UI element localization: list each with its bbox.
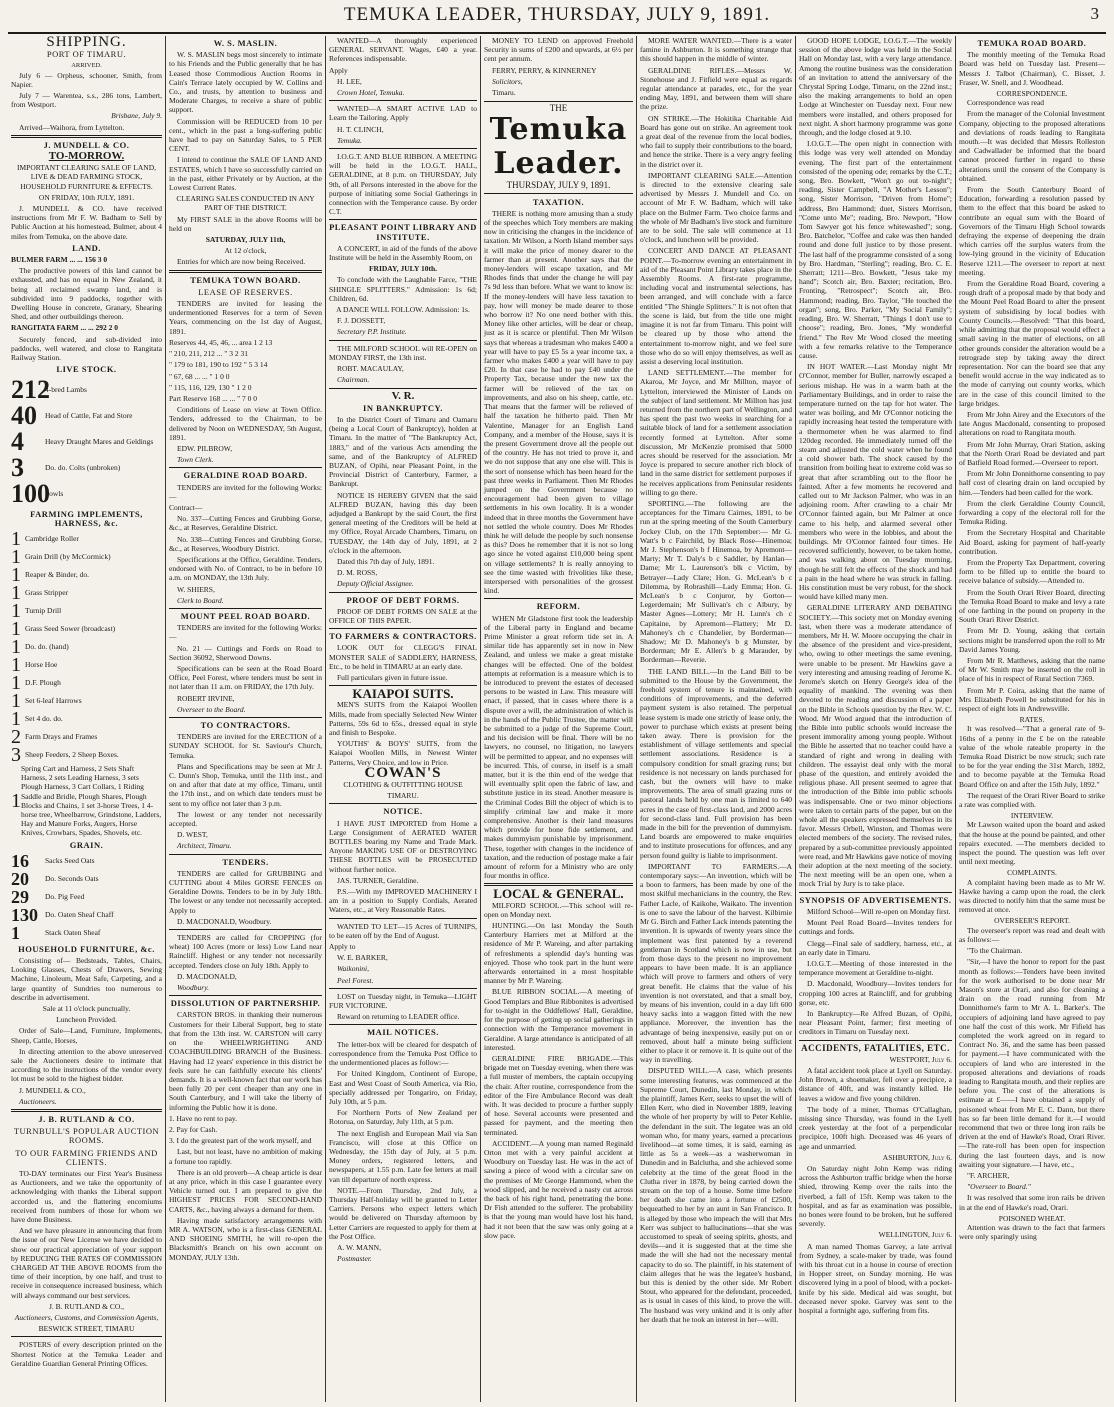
concert-paragraph: A CONCERT, in aid of the funds of the above Institute will be held in the Assembly Room, on [329,243,477,263]
divider [329,628,477,629]
local-paragraph: ON STRIKE.—The Hokitika Charitable Aid Board has gone out on strike. An agreement took a great deal of the revenue from the local bodies, who fail to supply their contributions to the board, and hence the strike. There is a very angry feeling in the district over it. [640,113,792,169]
lost-reward: Reward on returning to LEADER office. [337,1012,460,1022]
geraldine-board-heading: GERALDINE ROAD BOARD. [183,470,308,481]
divider [329,918,477,919]
local-paragraph: GERALDINE FIRE BRIGADE.—This brigade met on Tuesday evening, when there was a full muster of members, the captain occupying the chair. After routine, correspondence from the editor of the Fire Ambulance Record was dealt with. It was decided to procure a further supply of hose. Several accounts were presented and passed for payment, and the meeting then terminated. [484,1053,633,1137]
proof-heading: PROOF OF DEBT FORMS. [346,594,460,605]
list-item: 4 Heavy Draught Mares and Geldings [11,426,154,456]
board-paragraph: It was resolved—"That a general rate of 9-16ths of a penny in the £ be on the rateable value of the whole rateable property in the Temuka Road District be now struck; such rate to be for the year ending the 31st March, 1892, and to become payable at the Temuka Road Board Office on and after the 15th July, 1892." [959,724,1105,789]
signature-address: Peel Forest. [337,975,374,985]
entries-note: Entries for which are now being Received. [177,257,306,267]
signature: D. MACDONALD, Woodbury. [177,916,272,926]
divider [11,135,162,138]
list-item: 1 Reaper & Binder, do. [11,563,90,586]
kaiapoi-heading: KAIAPOI SUITS. [352,686,454,702]
auctioneer-name: J. MUNDELL & CO. [43,139,130,150]
list-item: 1 Set 6-leaf Harrows [11,689,82,712]
signature-title: Postmaster. [337,1254,372,1264]
mail-paragraph: The letter-box will be cleared for despatch of correspondence from the Temuka Post Office to the undermentioned places as follow:— [329,1039,477,1068]
board-paragraph: From the Secretary Hospital and Charitable Aid Board, asking for payment of half-yearly contribution. [959,528,1105,556]
list-item: 3 Sheep Feeders, 2 Sheep Boxes. [11,743,119,766]
signature: "F. ARCHER, [967,1170,1010,1180]
money-ad: MONEY TO LEND on approved Freehold Security in sums of £200 and upwards, at 6½ per cent per annum. [484,36,633,64]
mail-heading: MAIL NOTICES. [367,1027,439,1038]
contract-item: No. 337—Cutting Fences and Grubbing Gorse, &c., at Reserves, Geraldine District. [169,514,322,533]
farmers-heading: TO FARMERS & CONTRACTORS. [329,631,477,642]
mail-paragraph: The next English and European Mail via San Francisco, will close at this Office on Wednesday, the 15th day of July, at 5 p.m. Money orders, registered letters, and newspapers, at 1.55 p.m. Late fee letters at mail van till departure of north express. [329,1128,477,1184]
mail-paragraph: For Northern Ports of New Zealand per Rotorua, on Saturday, July 11th, at 5 p.m. [329,1108,477,1127]
divider [169,270,322,273]
divider [169,467,322,468]
board-paragraph: A complaint having been made as to Mr W. Hawke having a camp upon the road, the clerk was directed to notify him that the same must be removed at once. [959,877,1105,915]
signature-address: BESWICK STREET, TIMARU [38,1324,135,1334]
accidents-heading: ACCIDENTS, FATALITIES, ETC. [801,1042,950,1053]
local-general-heading: LOCAL & GENERAL. [493,886,624,902]
specification-note: Specifications at the Office, Geraldine. Tenders, endorsed with No. of Contract, to be in before 10 a.m. on MONDAY, the 13th July. [169,554,322,583]
shipping-heading: SHIPPING. [46,36,127,50]
library-heading: PLEASANT POINT LIBRARY AND INSTITUTE. [329,222,477,242]
local-paragraph: IMPORTANT TO FARMERS.—A contemporary says:—An invention, which will be a boon to farmers, has been made by one of the most skilful mechanicians in the country, the Rev. Father Lacle, of Kaikohe, Waikato. The invention is one to save the labour of the harvest. Kilbirnie Mr G. Birch and Father Lack intends patenting the invention. It is upwards of twenty years since the implement was first patented by a reverend gentleman in Scotland which is now in use, but from those days to the present no improvement appears to have been made. It is an appliance which will prove to farmers and others of very great benefit. He claims that the value of his invention is not overstated, and that a small boy, by means of his invention, could in a day lift 600 heavy sacks into a waggon fitted with the new appliance. Moreover, the invention has the advantage of being inexpensive, easily put on or removed, about half a minute being sufficient either to place it or remove it. It is quite out of the way in travelling. [640,861,792,1065]
sale-time: Sale at 11 o'clock punctually. [42,1003,131,1013]
list-item: 16 Sacks Seed Oats [11,850,95,871]
divider [169,929,322,930]
tender-paragraph: TENDERS are invited for the following Works:— [169,623,322,642]
table-row: " 179 to 181, 190 to 192 " 5 3 14 [169,360,268,370]
synopsis-item: I.O.G.T.—Meeting of those interested in the temperance movement at Geraldine to-night. [799,958,952,978]
household-heading: HOUSEHOLD FURNITURE, &c. [18,943,155,954]
synopsis-item: Mount Peel Road Board—Invites tenders for cuttings and fords. [799,918,952,937]
board-paragraph: Mr Lawson waited upon the board and asked that the house at the pound be painted, and other repairs executed. —The members decided to inspect the pound. The question was left over until next meeting. [959,820,1105,867]
signature-title: Clerk to Board. [177,595,224,605]
subheading: POISONED WHEAT. [998,1213,1066,1223]
dissolution-heading: DISSOLUTION OF PARTNERSHIP. [170,998,321,1009]
tender-paragraph: Plans and Specifications may be seen at Mr J. C. Dunn's Shop, Temuka, until the 11th inst., and on and after that date at my office, Timaru, until the 17th inst., and on which date tenders must be sent to my office not later than 3 p.m. [169,761,322,808]
bulmer-farm: BULMER FARM ... ... 156 3 0 [11,255,108,265]
divider [11,1109,162,1112]
signature: EDW. PILBROW, [177,443,233,453]
divider [329,388,477,389]
lost-ad: LOST on Tuesday night, in Temuka—LIGHT FUR VICTORINE. [329,991,477,1011]
list-item: 2. Pay for Cash. [169,1124,218,1134]
town-board-heading: TEMUKA TOWN BOARD. [190,274,301,285]
signature-title: Temuka. [337,135,362,145]
board-paragraph: From Mr P. Coira, asking that the name of Mrs Elizabeth Powell be substituted for his in respect of eight lots in Andrewsville. [959,685,1105,714]
news-paragraph: The body of a miner, Thomas O'Callaghan, missing since Thursday, was found in the Lyell creek yesterday at the foot of a perpendicular precipice, 100ft high. Deceased was 46 years of age and unmarried. [799,1104,952,1151]
dissolution-paragraph: Having made satisfactory arrangements with MR A. WATSON, who is a first-class GENERAL AND SHOEING SMITH, he will re-open the Blacksmith's Branch on his own account on MONDAY, JULY 13th. [169,1215,322,1262]
sale-title: IMPORTANT CLEARING SALE OF LAND, LIVE & DEAD FARMING STOCK, HOUSEHOLD FURNITURE & EFFECTS. [16,163,157,191]
header-rule [8,32,1106,34]
local-paragraph: MILFORD SCHOOL.—This school will re-open on Monday next. [484,900,633,919]
signature-title: Solicitors, [492,76,523,86]
list-item: 1 Stack Oaten Sheaf [11,922,101,943]
dissolution-paragraph: CARSTON BROS. in thanking their numerous Customers for their Liberal Support, beg to state that from the 13th inst. W. CARSTON will carry on the WHEELWRIGHTING AND COACHBUILDING BRANCH of the Business. Having had 12 years' experience in this district he feels sure he can faithfully execute his clients' demands. It is a well-known fact that our work has been fully 20 per cent cheaper than any one in South Canterbury, and I will take the liberty of informing the Public how it is done. [169,1010,322,1112]
signature: W. E. BARKER, [337,953,388,963]
dateline: WELLINGTON, July 6. [878,1230,952,1240]
divider [329,148,477,149]
sale-intro: J. MUNDELL & CO. have received instructions from Mr F. W. Badham to Sell by Public Auction at his homestead, Bulmer, about 4 miles from Temuka, on the above date. [11,204,162,241]
list-item: 1 Horse Hoe [11,653,58,676]
lease-paragraph: TENDERS are invited for leasing the undermentioned Reserves for a term of Seven Years, commencing on the 1st day of August, 1891. [169,299,322,336]
local-paragraph: GOOD HOPE LODGE, I.O.G.T.—The weekly session of the above lodge was held in the Social Hall on Monday last, with a very large attendance. Among the routine business was the consideration of an invitation to attend the anniversary of the Chrystal Spring Lodge, Timaru, on the 22nd inst.; also the making arrangements to hold an open Lodge at Winchester on Tuesday next. Four new members were installed, and others proposed for next night. A short harmony programme was gone through, and the lodge closed at 9.10. [799,36,952,138]
household-description: Consisting of— Bedsteads, Tables, Chairs, Looking Glasses, Chests of Drawers, Sewing Machine, Linoleum, Meat Safe, Carpeting, and a large quantity of Sundries too numerous to describe in advertisement. [11,955,162,1002]
table-row: " 210, 211, 212 ... " 3 2 31 [169,349,248,359]
tender-paragraph: TENDERS are called for GRUBBING and CUTTING about 4 Miles GORSE FENCES on Geraldine Downs. Tenders to be in by July 18th. The lowest or any tender not necessarily accepted. Apply to [169,868,322,915]
tomorrow-heading: TO-MORROW. [48,150,125,163]
friends-heading: TO OUR FARMING FRIENDS AND CLIENTS. [15,1147,158,1167]
column-1 [8,36,165,1404]
board-paragraph: The request of the Orari River Board to strike a rate was complied with. [959,790,1105,810]
synopsis-item: Clegg—Final sale of saddlery, harness, etc., at an early date in Timaru. [799,938,952,957]
specification-note: Specifications can be seen at the Road Board Office, Peel Forest, where tenders must be sent in not later than 11 a.m. on FRIDAY, the 17th July. [169,663,322,692]
signature-title: Crown Hotel, Temuka. [337,88,405,98]
reform-paragraph: WHEN Mr Gladstone first took the leadership of the Liberal party in England and became Prime Minister a great reform tide set in. A similar tide has apparently set in now in New Zealand, and unless we make a great mistake changes will be effected. One of the boldest attempts at reformation is a measure which is to be introduced to prevent the estates of deceased persons to be wasted in Law. This measure will enact, if passed, that in cases where there is a dispute over a will, the administration of which is in the hands of the Public Trustee, the matter will be submitted to a judge of the Supreme Court, and his decision will be final. There will be no lawyers, no counsel, no litigation, no lawyers will be permitted to appear, and no expenses will be incurred. This, of course, in itself is a small matter, but it is the thin end of the wedge that will eventually split open the fabric of law, and substitute justice in its stead. Another measure is the Criminal Codes Bill the object of which is to simplify criminal law and make it more comprehensive. Another is their land measures which provide for bone fide settlement, and makes dummyism punishable by imprisonment. These, together with changes in the incidence of taxation, and the reduction of postage make a fair amount of reform for a Ministry who are only four months in office. [484,613,633,881]
signature-title: Woodbury. [177,983,210,993]
signature-title: Chairman. [337,375,370,385]
mount-peel-heading: MOUNT PEEL ROAD BOARD. [180,610,311,621]
local-paragraph: CONCERT AND DANCE AT PLEASANT POINT.—To-morrow evening an entertainment in aid of the Pleasant Point Library takes place in the Assembly Rooms. A first-rate programme, including vocal and instrumental selections, has been arranged, and will conclude with a farce entitled "The Shingle Splitters." It is not often that the scene is laid, but from the title one might imagine it is not far from Timaru. This point will be cleared up by those who attend the entertainment to-morrow night, and we feel sure those who do so will enjoy themselves, as well as assist a deserving local institution. [640,246,792,366]
tenders-heading: TENDERS. [222,856,269,867]
live-stock-heading: LIVE STOCK. [56,364,117,375]
divider [484,598,633,599]
divider [329,803,477,804]
signature: J. B. RUTLAND & CO., [48,1301,124,1311]
board-paragraph: The overseer's report was read and dealt with as follows:— [959,925,1105,944]
synopsis-heading: SYNOPSIS OF ADVERTISEMENTS. [799,894,952,905]
board-paragraph: From Mr D. Young, asking that certain sections might be transferred upon the roll to Mr David James Young. [959,626,1105,654]
signature-title: Architect, Timaru. [177,841,232,851]
local-paragraph: THE LAND BILL.—In the Land Bill to be submitted to the House by the Government, the freehold system of tenure is maintained, with conditions of improvements, and the deferred payment system is also retained. The perpetual lease system is made one strictly of lease only, the power to purchase which exists at present being taken away. There is provision for the establishment of village settlements and special settlement associations. Residence is a compulsory condition for small grazing runs; but residence is not necessary on lands purchased for cash, but the owners will have to make improvements. The area of small grazing runs or pastoral lands held by one man is limited to 640 acres in the case of first-class land, and 2000 acres for second-class land. Full provision has been made in the bill for the prevention of dummyism. Land boards are empowered to make enquiries and to institute prosecutions for offences, and any person found guilty is liable to imprisonment. [640,666,792,860]
notice-paragraph: I HAVE JUST IMPORTED from Home a Large Consignment of AERATED WATER BOTTLES bearing my Name and Trade Mark. Anyone MAKING USE OF or DESTROYING THESE BOTTLES will be PROSECUTED without further notice. [329,818,477,874]
divider [329,100,477,101]
divider [329,988,477,989]
sale-date: SATURDAY, JULY 11th, [205,235,286,245]
mail-paragraph: NOTE.—From Thursday, 2nd July, a Thursday Half-holiday will be granted to Letter Carriers. Persons who expect letters which would be delivered on Thursday afternoon by Letter Carriers are requested to apply for them at the Post Office. [329,1185,477,1241]
local-paragraph: DISPUTED WILL.—A case, which presents some interesting features, was commenced at the Supreme Court, Dunedin, last Monday, in which the plaintiff, James Kerr, seeks to upset the will of Ellen Kerr, who died in November 1889, leaving the whole of her property by will to Peter Kehlie, the defendant in the suit. The legatee was an old woman who, for many years, earned a precarious livelihood—at some times, it is said, earning as little as 5s a week—as a washerwoman in Dunedin and in Balclutha, and she achieved some celebrity at the time of the great flood in the Clutha river in 1878, by being carried down the stream on the top of a house. Some time before her death she came into a fortune of £2500, bequeathed to her by an aunt in San Francisco. It is alleged by those who impeach the will that Mrs Kerr was subject to hallucinations—that she was accustomed to speak of seeing spirits, ghosts, and devils—and it is suggested that at the time she made the will she had not the necessary mental capacity to do so. The plaintiff, in his statement of claim alleges that he was the legatee's husband, but this is denied by the other side. Mr Robert Stout, who appeared for the defendant, proceeded, as is usual in cases of this kind, to prove the will. The husband was very unkind and it is only after her death that he took an interest in her—will. [640,1066,792,1324]
subheading: RATES. [1019,715,1045,725]
board-paragraph: From the manager of the Colonial Investment Company, objecting to the proposed alterations and deviations of roads leading to Rangitata mouth.—It was decided that Messrs Rolleston and Cadwallader be informed that the board cannot proceed further in regard to these alterations until the consent of the Company is obtained. [959,109,1105,183]
arrived-label: ARRIVED. [71,62,102,70]
signature-title: Town Clerk. [177,455,214,465]
contract-item: No. 21 — Cuttings and Fords on Road to Section 36092, Sherwood Downs. [169,643,322,662]
board-paragraph: "Sir,—I have the honor to report for the past month as follows:—Tenders have been invited for the work authorised to be done near Mr Mason's store at Orari, and also for cleaning a drain on the road running from Mr Donnithorne's farm to Mr A. L. Barker's. The occupiers of adjoining land have agreed to pay one half the cost of this work. Mr Fifield has completed the work agreed on in regard to Contract No. 36, and the same has been passed for payment.—I have communicated with the occupiers of land who are interested in the proposed alterations and deviations of roads leading to Rangitata mouth, and their replies are before you. The cost of the alterations is estimate at £——I have obtained a supply of poisoned wheat from Mr E. C. Dann, but there has so far been little demand for it.—I would recommend that two or three long iron rails be driven at the end of Hawke's Road, Orari River.—The rate-roll has been open for inspection during the last fourteen days, and is now awaiting your signature.—I have, etc., [959,957,1105,1169]
page-header [0,4,1114,30]
news-paragraph: A man named Thomas Garvey, a late arrival from Sydney, a scale-maker by trade, was found with his throat cut in a house in course of erection in Hopper street, on Sunday morning. He was discovered lying in a pool of blood, with a pocket-knife by his side. Medical aid was sought, but deceased never spoke. Garvey was sent to the hospital a fortnight ago, suffering from fits. [799,1241,952,1316]
bankruptcy-date: Dated this 7th day of July, 1891. [337,556,435,566]
local-paragraph: IMPORTANT CLEARING SALE.—Attention is directed to the extensive clearing sale advertised by Messrs J. Mundell and Co. on account of Mr F. W. Badham, which will take place on the Bulmer Farm. Two choice farms and the whole of Mr Badham's live stock and furniture are to be sold. The sale will commence at 11 o'clock, and luncheon will be provided. [640,170,792,245]
implements-heading: FARMING IMPLEMENTS, HARNESS, &c. [30,508,143,528]
signature: D. WEST, [177,830,208,840]
list-item: 1 Grain Drill (by McCormick) [11,545,111,568]
notice-heading: NOTICE. [383,806,423,817]
mail-paragraph: For United Kingdom, Continent of Europe, East and West Coast of South America, via Rio, specially addressed per Tongariro, on Friday, July 10th, at 5 p.m. [329,1069,477,1106]
dissolution-paragraph: There is an old proverb—A cheap article is dear at any price, which in this case I guarantee every Vehicle turned out. I am prepared to give the HIGHEST PRICES FOR SECOND-HAND CARTS, &c., having always a demand for them. [169,1167,322,1214]
turnbull-heading: TURNBULL'S POPULAR AUCTION ROOMS. [13,1126,160,1146]
masthead-date: THURSDAY, JULY 9, 1891. [506,180,611,191]
grain-list [11,852,162,942]
rutland-heading: J. B. RUTLAND & CO. [38,1113,135,1124]
apply-label: Apply to [329,942,356,952]
sale-date: ON FRIDAY, 10th JULY, 1891. [38,192,135,202]
divider [11,1336,162,1337]
shipping-entry: July 6 — Orpheus, schooner, Smith, from Napier. [11,70,162,89]
kaiapoi-paragraph: MEN'S SUITS from the Kaiapoi Woollen Mills, made from specially Selected New Winter Patterns, 59s 6d to 65s., dressed equal in style and finish to Bespoke. [329,700,477,737]
local-paragraph: SPORTING.—The following are the acceptances for the Timaru Cairnes, 1891, to be run at the spring meeting of the South Canterbury Jockey Club, on the 17th September:— Mr G. Watt's b c Fairchild, by Black Rose—Hinemoa; Mr J. Stephenson's b f Hinemoa, by Apremont—Marty; Mr T. Daly's b c Saddler, by Hanlan—Dame; Mr L. Laurenson's blk c Victim, by Betrayer—Lady Clare; Hon. G. McLean's b c Dilemma, by Robrashill—Lady Emma; Hon. G. McLean's b c Conjuror, by Gorton—Legerdemain; Mr Sullivan's ch c Albury, by Master Agnes—Lottery; Mr H. Lunn's ch c Capitaine, by Apremont—Flattery; Mr D. Mahoney's ch c Chandelier, by Borderman—Shadow; Mr D. Mahoney's b g Munster, by Borderman; Mr E. Allen's b g Marauder, by Borderman—Reverie. [640,498,792,665]
order-of-sale: Order of Sale—Land, Furniture, Implements, Sheep, Cattle, Horses, [11,1026,162,1045]
column-4 [481,36,636,1404]
signature: FERRY, PERRY, & KINNERNEY [492,65,597,75]
column-5 [637,36,795,1404]
cowan-heading: COWAN'S [364,764,442,781]
divider [329,592,477,593]
taxation-heading: TAXATION. [532,196,585,207]
contractors-heading: TO CONTRACTORS. [200,720,291,730]
concert-date: FRIDAY, JULY 10th. [368,264,438,274]
signature: F. J. DOSSETT, [337,316,386,326]
list-item: 1 Do. do. (hand) [11,635,69,658]
list-item: 100 Fowls [11,478,64,508]
board-paragraph: From the Geraldine Road Board, covering a rough draft of a proposal made by that body and the Mount Peel Road Board to alter the present system of subsidising by local bodies with County Councils.—Resolved: "That this board, while admitting that the proposal would effect a small saving in the matter of elections, on all other grounds consider the alteration would be a retrograde step by taking away the direct representation. Nor can the board see that any benefit would accrue in the way indicated as to the mode of carrying out county works, which are in the case of this council limited to the large bridges. [959,279,1105,408]
board-paragraph: "To the Chairman. [967,946,1023,956]
sale-direction: In directing attention to the above unreserved sale the Auctioneers desire to intimate that according to the instructions of the vendor every lot must be sold to the highest bidder. [11,1046,162,1084]
implements-list [11,527,162,838]
synopsis-item: D. Macdonald, Woodbury—Invites tenders for cropping 100 acres at Raincliff, and for grubbing gorse, etc. [799,979,952,1007]
signature: D. M. ROSS, [337,568,378,578]
divider [169,995,322,996]
board-paragraph: Correspondence was read [967,98,1045,108]
newspaper-masthead [484,101,633,193]
list-item: 1 Set 4 do. do. [11,707,63,730]
list-item: 1 Cambridge Roller [11,527,79,550]
list-item: 29 Do. Pig Feed [11,886,85,907]
proof-paragraph: PROOF OF DEBT FORMS ON SALE at the OFFICE OF THIS PAPER. [329,606,477,625]
posters-notice: POSTERS of every description printed on the Shortest Notice at the Temuka Leader and Geraldine Guardian General Printing Offices. [11,1340,162,1368]
dance-notice: A DANCE WILL FOLLOW. Admission: 1s. [336,305,470,315]
tender-paragraph: TENDERS are called for CROPPING (for wheat) 100 Acres (more or less) Low Land near Raincliff. Highest or any tender not necessarily accepted. Tenders close on July 18th. Apply to [169,933,322,970]
page-number: 3 [1090,4,1100,23]
list-item: 1 D.F. Plough [11,671,61,694]
divider [329,219,477,220]
signature: W. SHIERS, [177,584,215,594]
vr-heading: V. R. [391,389,415,402]
dateline: ASHBURTON, July 6. [882,1152,952,1162]
list-item: 3 Do. do. Colts (unbroken) [11,452,121,482]
local-paragraph: BLUE RIBBON SOCIAL.—A meeting of Good Templars and Blue Ribbonites is advertised for to-night in the Oddfellows' Hall, Geraldine, for the purpose of getting up social gatherings in connection with the Temperance movement in Geraldine. A large attendance is anticipated of all interested. [484,987,633,1052]
signature: H. LEE, [337,76,362,86]
local-paragraph: ACCIDENT.—A young man named Reginald Orton met with a very painful accident at Woodbury on Tuesday last. He was in the act of sawing a piece of wood with a circular saw on the premises of Mr George Hammond, when the wood slipped, and he received a nasty cut across the back of his right hand, penetrating the bone. Dr Fish attended to the sufferer. The probability is that the young man would have lost his hand, had it not been that the saw was only going at a slow pace. [484,1138,633,1240]
bulmer-description: The productive powers of this land cannot be exhausted, and has no equal in New Zealand, it being all reclaimed swamp land, and is subdivided into 9 paddocks, together with Dwelling House in concrete, Granary, Shearing Shed, and other outbuildings thereon. [11,266,162,322]
temuka-road-board-heading: TEMUKA ROAD BOARD. [977,38,1087,48]
synopsis-item: Milford School—Will re-open on Monday first. [807,906,951,916]
board-paragraph: From Mr John Donnithorne consenting to pay half cost of clearing drain on land occupied by him.—Tenders had been called for the work. [959,469,1105,497]
board-paragraph: From Mr John Murray, Orari Station, asking that the North Orari Road be deviated and part of Batfield Road formed.—Overseer to report. [959,439,1105,467]
list-item: 20 Do. Seconds Oats [11,868,99,889]
signature: A. W. MANN, [337,1242,381,1252]
board-paragraph: It was resolved that some iron rails be driven in at the end of Hawke's road, Orari. [959,1193,1105,1212]
synopsis-item: In Bankruptcy—Re Alfred Buzan, of Opihi, near Pleasant Point, farmer; first meeting of creditors in Timaru on Tuesday next. [799,1008,952,1037]
list-item: 1 Turnip Drill [11,599,62,622]
livestock-list [11,374,162,508]
maslin-paragraph: W. S. MASLIN begs most sincerely to intimate to his Friends and the Public generally that he has Leased those Commodious Auction Rooms in Cain's Terrace lately occupied by W. Collins and Co., and trusts, by attention to business and Moderate Charges, to receive a share of public support. [169,50,322,115]
subheading: INTERVIEW. [1010,811,1054,821]
apply-label: Apply [329,65,348,75]
signature-address: Timaru. [492,88,516,98]
local-paragraph: LAND SETTLEMENT.—The member for Akaroa, Mr Joyce, and Mr Millton, mayor of Lyttelton, interviewed the Minister of Lands on the subject of land settlement. Mr Millton has just returned from the northern part of Wellington, and has spent the past two weeks in searching for a suitable block of land for a settlement association recently formed at Lyttelton. After some discussion, Mr McKenzie promised that 5000 acres should be reserved for the association. Mr Joyce is prepared to secure another rich block of land in the same district for settlement purposes if he receives applications from Peninsular residents willing to go there. [640,368,792,497]
table-row: " 115, 116, 129, 130 " 1 2 0 [169,382,252,392]
column-6 [796,36,955,1404]
column-3 [326,36,480,1404]
table-row: Part Reserve 168 ... ... " 7 0 0 [169,393,258,403]
column-7 [956,36,1108,1404]
board-paragraph: From Mr John Airey and the Executors of the late Angus Macdonald, consenting to proposed alterations on road to Rangitata mouth. [959,409,1105,438]
iogt-notice: I.O.G.T. AND BLUE RIBBON. A MEETING will be held in the I.O.G.T. HALL, GERALDINE, at 8 p.m. on THURSDAY, July 9th, of all Persons interested in the above for the purpose of initiating some Social Gatherings in connection with the Temperance cause. By order C.T. [329,152,477,217]
local-paragraph: HUNTING.—On last Monday the South Canterbury Harriers met at Milford at the residence of Mr P. Wareing, and after partaking of refreshments a splendid day's hunting was enjoyed. Those who took part in the hunt were afterwards entertained in a most hospitable manner by Mr P. Wareing. [484,921,633,986]
school-notice: THE MILFORD SCHOOL will RE-OPEN on MONDAY FIRST, the 13th inst. [329,343,477,362]
wanted-ad: WANTED—A thoroughly experienced GENERAL SERVANT. Wages, £40 a year. References indispensable. [329,36,477,64]
local-paragraph: IN HOT WATER.—Last Monday night Mr O'Connor, member for Buller, narrowly escaped a serious mishap. He was in a warm bath at the Parliamentary Buildings, and in order to raise the temperature turned on the tap for hot water. The water was boiling, and Mr O'Connor noticing the rapidly increasing heat tested the temperature with a thermometer when he was alarmed to find 120deg recorded. He immediately turned off the steam and adjusted the cold water when he found a cold shower bath. The shock caused by the transition from boiling heat to extreme cold was so great that after scrambling out to the floor he fainted. After a few moments he recovered and called out to Mr Jackson Palmer, who was in an adjoining room. After crawling to a chair Mr O'Connor fainted again, but Mr Palmer at once came to his help, and alarmed several other members who were in the lobbies, and about the buildings. Mr O'Connor fainted four times. He recovered sufficiently, however, to be taken home, and was walking about on Tuesday morning, though he still felt the effects of the shock and had a pain in the head where he was struck in falling. His constitution must be very robust, for the shock would have killed many men. [799,362,952,602]
grain-heading: GRAIN. [69,839,104,850]
page-header-title: TEMUKA LEADER, THURSDAY, JULY 9, 1891. [343,4,771,25]
divider [329,340,477,341]
to-let-ad: WANTED TO LET—15 Acres of TURNIPS, to be eaten off by the End of August. [329,921,477,940]
sale-time: At 12 o'clock, [224,246,267,256]
notice-postscript: P.S.—With my IMPROVED MACHINERY I am in a position to Supply Cordials, Aerated Waters, etc., at Very Reasonable Rates. [329,887,477,915]
clearing-sales: CLEARING SALES CONDUCTED IN ANY PART OF THE DISTRICT. [176,194,315,213]
wanted-ad: WANTED—A SMART ACTIVE LAD to Learn the Tailoring. Apply [329,104,477,123]
taxation-paragraph: THERE is nothing more amusing than a study of the speeches which Tory members are making now in criticising the changes in the incidence of taxation. Mr Wilson, a North Island member says it will make the price of money dearer to the farmer than at present. Another says that the money-lenders will escape taxation, and Mr Rhodes finds that under the change he will pay 7s 9d less than before. What we want to know is: If the money-lenders will have less taxation to pay, how will money be made dearer to those who borrow it? No one need bother with this. Money like other articles, will be dear or cheap, just as it is scarce or plentiful. Then Mr Wilson says that whereas a tradesman who makes £400 a year will have to pay £5 5s a year income tax, a farmer who makes £400 a year will have to pay £20. In that case he had to pay £40 under the Property Tax, because under the new tax the farmer will be relieved of the tax on improvements, and also on his sheep, cattle, etc. That means that the farmer will be relieved of half the taxation he hitherto paid. Then Mr Valentine, Manager for an English Land Company, and a member of the House, says it is the present Government drove all the people out of the country. He has not tried to prove it, and we do not suppose that any one else will. This is the sort of nonsense which has been heard for the past three weeks in Parliament. Then Mr Rhodes jumped on the Government because no encouragement had been given to village settlements in his own locality. It is a wonder indeed that in three months the Government have not settled the whole country. Does Mr Rhodes think he will delude the people by such nonsense as this? Does he remember that it is not so long ago since he voted against £10,000 being spent on village settlements? It is really annoying to see the time wasted with frivolities like these, interspersed with personalities of the grossest kind. [484,208,633,596]
signature-title: Auctioneers. [19,1096,57,1106]
board-paragraph: From the South Canterbury Board of Education, forwarding a resolution passed by them to the effect that this board be asked to contribute an equal sum with the Board of Governors of the Timaru High School towards defraying the expense of deepening the drain which carries off the surplus waters from the low-lying ground in the vicinity of Education Reserve 1211.—The overseer to report at next meeting. [959,185,1105,277]
divider [169,717,322,718]
divider [169,854,322,855]
list-item: 40 Head of Cattle, Fat and Store [11,400,133,430]
signature: ROBT. MACAULAY, [337,364,404,374]
cowan-subheading: CLOTHING & OUTFITTING HOUSE [343,780,463,790]
port-heading: PORT OF TIMARU. [46,49,127,60]
signature-title: Secretary P.P. Institute. [337,327,407,337]
local-paragraph: MORE WATER WANTED.—There is a water famine in Ashburton. It is something strange that this should happen in the middle of winter. [640,36,792,64]
first-sale: My FIRST SALE in the above Rooms will be held on [169,214,322,233]
contract-item: No. 338—Cutting Fences and Grubbing Gorse, &c., at Reserves, Woodbury District. [169,534,322,553]
divider [169,608,322,609]
local-paragraph: GERALDINE RIFLES.—Messrs W. Stonehouse and J. Fitfield were equal as regards regular attendance at parades, etc., for the year ending May, 1891, and between them will share the prize. [640,65,792,112]
signature-title: "Overseer to Board." [967,1182,1031,1192]
shipping-entry: July 7 — Warentea, s.s., 286 tons, Lambert, from Westport. [11,91,162,110]
clegg-paragraph: Full particulars given in future issue. [337,672,448,682]
dissolution-paragraph: Last, but not least, have no ambition of making a fortune too rapidly. [169,1147,322,1166]
tender-paragraph: The lowest or any tender not necessarily accepted. [169,809,322,829]
list-item: 2 Farm Drays and Frames [11,725,98,748]
rutland-paragraph: And we have pleasure in announcing that from the issue of our New License we have decided to show our practical appreciation of your support by REDUCING THE RATES OF COMMISSION CHARGED AT THE ABOVE ROOMS from the time of their inception, by one half, and trust to receive in consequence increased business, which will always command our best services. [11,1226,162,1300]
bankruptcy-heading: IN BANKRUPTCY. [363,402,443,413]
signature-title: Auctioneers, Customs, and Commission Agents, [14,1313,159,1323]
column-2 [166,36,325,1404]
list-item: 3. I do the greatest part of the work myself, and [169,1136,312,1146]
rangitata-description: Securely fenced, and sub-divided into paddocks, well watered, and close to Rangitata Railway Station. [11,334,162,363]
cowan-location: TIMARU. [387,791,419,801]
subheading: COMPLAINTS. [1007,868,1057,878]
clegg-paragraph: LOOK OUT for CLEGG'S FINAL MONSTER SALE of SADDLERY, HARNESS, Etc., to be held in TIMARU at an early date. [329,643,477,671]
subheading: CORRESPONDENCE. [996,89,1068,99]
news-paragraph: A fatal accident took place at Lyell on Saturday. John Brown, a shoemaker, fell over a precipice, a distance of 40ft, and was instantly killed. He leaves a widow and five young children. [799,1065,952,1103]
divider [329,1024,477,1025]
board-paragraph: From the South Orari River Board, directing the Temuka Road Board to make and levy a rate of one farthing in the pound on property in the South Orari River District. [959,587,1105,625]
signature: JAS. TURNER, Geraldine. [337,875,419,885]
rutland-paragraph: TO-DAY terminates our First Year's Business as Auctioneers, and we take the opportunity of acknowledging with thanks the Liberal support accorded us, and the flattering encomiums received from numbers of those for whom we have done Business. [11,1169,162,1225]
list-item: 1 Spring Cart and Harness, 2 Sets Shaft Harness, 2 sets Leading Harness, 3 sets Plough Harness, 3 Cart Collars, 1 Riding Saddle and Bridle, Plough Shares, Plough Blocks and Chains, 1 set 3-horse Trees, 1 4-horse tree, Wheelbarrow, Grindstone, Ladders, Hay and Manure Forks, Augers, Horse Knives, Crowbars, Spades, Shovels, etc. [11,763,162,838]
luncheon-note: Luncheon Provided. [56,1015,117,1025]
local-paragraph: GERALDINE LITERARY AND DEBATING SOCIETY.—This society met on Monday evening last, when there was a moderate attendance of members, Mr H. W. Moore occupying the chair in the absence of the president and vice-president, who, owing to other meetings the same evening, were unable to be present. Mr Hawkins gave a very interesting and amusing reading of Jerome K. Jerome's sketch on Henry George's idea of the equality of mankind. The evening was then devoted to the reading and discussion of a paper on the Bible in Schools question by the Rev. W. C. Wood. Mr Wood argued that the introduction of the Bible into public schools would increase the present immorality among young people. Without the Bible he asserted that no teacher could have a standard of right and wrong in dealing with children. The essayist deal only with the moral phase of the question, and entirely avoided the religious phase. All present seemed to agree that the introduction of the Bible into public schools was indispensable. One or two minor objections were taken to certain parts of the paper, but on the whole all the speakers expressed themselves in its favor. Messrs Orbell, Winston, and Thomas were elected members of the society. The revised rules, prepared by a sub-committee previously appointed were read, and Mr Hawkins gave notice of moving their adoption at the next meeting of the society. The next meeting will be an open one, when a mock Trial by Jury is to take place. [799,603,952,889]
signature-title: Overseer to the Board. [177,704,246,714]
rangitata-farm: RANGITATA FARM ... ... 292 2 0 [11,323,118,333]
maslin-paragraph: I intend to continue the SALE OF LAND AND ESTATES, which I have so successfully carried on in the past, either Privately or by Auction, at the Lowest Current Rates. [169,155,322,193]
list-item: 212 4-bred Lambs [11,374,87,404]
list-item: 1 Grass Seed Sower (broadcast) [11,617,116,640]
signature: H. T. CLINCH, [337,124,384,134]
subheading: OVERSEER'S REPORT. [994,916,1070,926]
shipping-entry: Arrived—Waihora, from Lyttelton. [19,122,125,132]
list-item: 130 Do. Oaten Sheaf Chaff [11,904,114,925]
shipping-entry: Brisbane, July 9. [111,111,162,121]
bankruptcy-paragraph: In the District Court of Timaru and Oamaru (being a Local Court of Bankruptcy), holden at Timaru. In the matter of "The Bankruptcy Act, 1883," and of the various Acts amending the same, and of the Bankruptcy of ALFRED BUZAN, of Opihi, near Pleasant Point, in the Provincial District of Canterbury, Farmer, a Bankrupt. [329,414,477,489]
masthead-title: Temuka Leader. [489,112,628,182]
board-paragraph: From the clerk Geraldine County Council, forwarding a copy of the electoral roll for the Temuka Riding. [959,498,1105,527]
local-paragraph: I.O.G.T.—The open night in connection with this lodge was very well attended on Monday evening. The first part of the entertainment consisted of the opening ode; remarks by the C.T.; song, Bro. Bowkett, "Won't go out to-night"; reading, Sister Campbell, "A Mother's Lesson"; song, Sister Morrison, "Driven from Home"; address, Bro Hammond; duet, Sisters Morrison, "Come unto Me"; reading, Bro. Newport, "How Tom Sawyer got his fence whitewashed"; song, Bro. Batchelor, "Coffee and cake was then handed round and done full justice to by those present. The last half of the programme consisted of a song by Bro. Hardman, "Sterling"; reading, Bro. C. E. Sherratt; 1211—Bro. Bowkett, "Jesus take my hand"; Scotch air, Bro. Baxter; recitation, Bro. Fronting, "Retrospect"; Scotch air, Bro. Hammond; reading, Bro. Taylor, "He touched the organ"; song, Bro. Parker, "My Social Family"; reading, Bro. W. Sherratt, "Things I don't use to choose"; reading, Bro. Jones, "My wonderful friend." The Rev Mr Wood closed the meeting with a few remarks relative to the Temperance cause. [799,139,952,360]
list-item: 1. Have no rent to pay. [169,1113,238,1123]
maslin-heading: W. S. MASLIN. [213,38,278,48]
kaiapoi-paragraph: YOUTHS' & BOYS' SUITS, from the Kaiapoi Woollen Mills, in Newest Winter Patterns, Very Choice, and low in Price. [329,739,477,767]
land-heading: LAND. [72,242,101,253]
dateline: WESTPORT, July 6. [889,1054,952,1064]
news-paragraph: On Saturday night John Kemp was riding across the Ashburton traffic bridge when the horse shied, throwing Kemp over the rails into the riverbed, a fall of 15ft. Kemp was taken to the hospital, and as far as examination was possible, no bones were found to be broken, but he suffered severely. [799,1163,952,1229]
divider [799,892,952,893]
board-paragraph: Attention was drawn to the fact that farmers were only sparingly using [959,1222,1105,1242]
board-paragraph: From the Property Tax Department, covering form to be filled up to entitle the board to receive balance of subsidy.—Attended to. [959,557,1105,586]
signature: J. MUNDELL & CO., [19,1085,86,1095]
signature: D. MACDONALD, [177,971,237,981]
table-row: " 67, 68 ... ... " 1 0 0 [169,371,230,381]
tender-paragraph: TENDERS are invited for the following Works:— [169,482,322,501]
reform-heading: REFORM. [536,601,581,612]
masthead-article: THE [549,103,568,114]
concert-paragraph: To conclude with the Laughable Farce, "THE SHINGLE SPLITTERS." Admission: 1s 6d; Children, 6d. [329,275,477,303]
bankruptcy-paragraph: NOTICE IS HEREBY GIVEN that the said ALFRED BUZAN, having this day been adjudged a Bankrupt by the said Court, the first general meeting of the Creditors will be held at my Office, Royal Arcade Chambers, Timaru, on TUESDAY, the 14th day of July, 1891, at 2 o'clock in the afternoon. [329,490,477,555]
lease-heading: LEASE OF RESERVES. [198,286,293,297]
list-item: 1 Grass Stripper [11,581,69,604]
board-paragraph: The monthly meeting of the Temuka Road Board was held on Tuesday last. Present—Messrs J. Talbot (Chairman), C. Bisset, J. Fraser, W. Snell, and J. Woodhead. [959,50,1105,87]
divider [799,1040,952,1041]
signature-title: Deputy Official Assignee. [337,579,414,589]
reserves-table [169,338,322,403]
contract-label: Contract— [169,502,203,512]
board-paragraph: From Mr R. Matthews, asking that the name of Mr W. Smith may be inserted on the roll in place of his in respect of Rural Section 7369. [959,656,1105,684]
lease-conditions: Conditions of Lease on view at Town Office. Tenders, addressed to the Chairman, to be delivered by Noon on WEDNESDAY, 5th August, 1891. [169,405,322,442]
signature: ROBERT IRVINE, [177,693,235,703]
maslin-paragraph: Commission will be REDUCED from 10 per cent., which in the past a long-suffering public have had to pay on Saturday Sales, to 5 PER CENT. [169,116,322,154]
table-row: Reserves 44, 45, 46, ... area 1 2 13 [169,337,273,347]
tender-paragraph: TENDERS are invited for the ERECTION of a SUNDAY SCHOOL for St. Saviour's Church, Temuka. [169,732,322,760]
signature-title: Waikonini, [337,964,370,974]
